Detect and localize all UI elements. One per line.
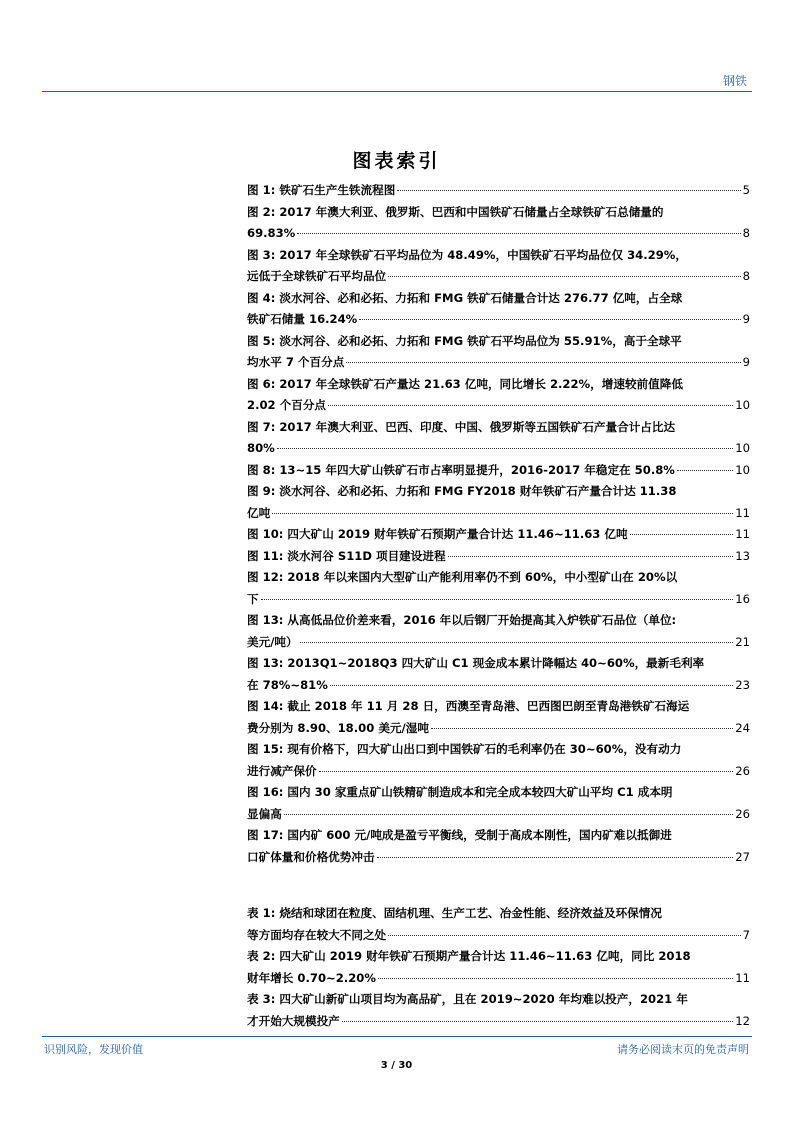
toc-entry[interactable] xyxy=(247,374,750,417)
dot-leader xyxy=(297,233,740,234)
dot-leader xyxy=(319,771,734,772)
dot-leader xyxy=(377,857,734,858)
toc-entry-page-number: 21 xyxy=(735,634,750,649)
toc-entry[interactable] xyxy=(247,567,750,610)
toc-entry-last-line xyxy=(247,1011,750,1033)
toc-entry-last-line xyxy=(247,223,750,245)
header-section-label: 钢铁 xyxy=(722,74,747,88)
toc-entry-text-line: 图 9: 淡水河谷、必和必拓、力拓和 FMG FY2018 财年铁矿石产量合计达 11.38 xyxy=(247,484,677,498)
toc-entry-last-line xyxy=(247,395,750,417)
toc-entry-page-number: 13 xyxy=(735,548,750,563)
toc-entry-text-line: 80% xyxy=(247,441,275,455)
toc-entry-page-number: 11 xyxy=(735,970,750,985)
dot-leader xyxy=(378,978,733,979)
page-title: 图表索引 xyxy=(352,150,441,172)
toc-entry-text-line: 远低于全球铁矿石平均品位 xyxy=(247,269,387,283)
dot-leader xyxy=(431,728,733,729)
toc-entry-text-line: 图 13: 2013Q1~2018Q3 四大矿山 C1 现金成本累计降幅达 40~60%，最新毛利率 xyxy=(247,656,705,670)
toc-entry-text-line: 图 7: 2017 年澳大利亚、巴西、印度、中国、俄罗斯等五国铁矿石产量合计占比达 xyxy=(247,419,676,434)
toc-entry-page-number: 11 xyxy=(735,527,750,541)
toc-entry-text-line: 2.02 个百分点 xyxy=(247,398,327,412)
dot-leader xyxy=(388,276,740,277)
dot-leader xyxy=(346,362,740,363)
toc-entry[interactable] xyxy=(247,481,750,524)
footer-disclaimer-note: 请务必阅读末页的免责声明 xyxy=(617,1043,749,1056)
toc-entry-text-line: 显偏高 xyxy=(247,806,282,821)
dot-leader xyxy=(448,556,734,557)
dot-leader xyxy=(359,319,740,320)
toc-entry-text-line: 图 16: 国内 30 家重点矿山铁精矿制造成本和完全成本较四大矿山平均 C1 成本明 xyxy=(247,785,673,799)
toc-entry-last-line xyxy=(247,266,750,288)
toc-entry-text-line: 图 10: 四大矿山 2019 财年铁矿石预期产量合计达 11.46~11.63 亿吨 xyxy=(247,527,628,541)
toc-entry-text-line: 铁矿石储量 16.24% xyxy=(247,312,358,326)
toc-entry-text-line: 图 11: 淡水河谷 S11D 项目建设进程 xyxy=(247,548,446,563)
toc-entry[interactable] xyxy=(247,202,750,245)
toc-entry-text-line: 亿吨 xyxy=(247,505,271,520)
toc-entry-text-line: 财年增长 0.70~2.20% xyxy=(247,970,376,985)
toc-entry-text-line: 图 2: 2017 年澳大利亚、俄罗斯、巴西和中国铁矿石储量占全球铁矿石总储量的 xyxy=(247,204,664,219)
dot-leader xyxy=(677,470,733,471)
page-number: 3 / 30 xyxy=(380,1060,413,1071)
toc-entry-last-line xyxy=(247,460,750,482)
toc-entry-page-number: 8 xyxy=(742,226,750,240)
toc-entry-last-line xyxy=(247,968,750,990)
toc-entry-text-line: 图 15: 现有价格下，四大矿山出口到中国铁矿石的毛利率仍在 30~60%，没有动力 xyxy=(247,742,682,756)
toc-entry-page-number: 10 xyxy=(735,462,750,477)
toc-entry[interactable] xyxy=(247,180,750,202)
toc-entry-text-line: 费分别为 8.90、18.00 美元/湿吨 xyxy=(247,720,429,735)
toc-entry-text-line: 图 5: 淡水河谷、必和必拓、力拓和 FMG 铁矿石平均品位为 55.91%，高于全球平 xyxy=(247,333,682,348)
header-divider xyxy=(42,91,752,92)
toc-entry-text-line: 下 xyxy=(247,591,259,606)
toc-entry-page-number: 10 xyxy=(735,398,750,412)
toc-entry-last-line xyxy=(247,804,750,826)
toc-entry[interactable] xyxy=(247,288,750,331)
dot-leader xyxy=(300,642,734,643)
toc-entry-last-line xyxy=(247,503,750,525)
toc-entry-last-line xyxy=(247,524,750,546)
toc-entry-page-number: 24 xyxy=(735,720,750,735)
toc-entry[interactable] xyxy=(247,460,750,482)
toc-entry-page-number: 7 xyxy=(742,927,750,942)
toc-entry-text-line: 图 13: 从高低品位价差来看，2016 年以后钢厂开始提高其入炉铁矿石品位（单位: xyxy=(247,613,677,627)
dot-leader xyxy=(388,935,740,936)
toc-entry[interactable] xyxy=(247,989,750,1032)
toc-entry[interactable] xyxy=(247,610,750,653)
toc-entry-text-line: 在 78%~81% xyxy=(247,677,328,692)
toc-entry-text-line: 69.83% xyxy=(247,226,296,240)
toc-entry-text-line: 表 3: 四大矿山新矿山项目均为高品矿，且在 2019~2020 年均难以投产，2021 年 xyxy=(247,992,688,1006)
toc-entry-text-line: 口矿体量和价格优势冲击 xyxy=(247,849,375,864)
toc-entry-page-number: 16 xyxy=(735,591,750,606)
toc-entry-last-line xyxy=(247,438,750,460)
toc-entry-page-number: 27 xyxy=(735,849,750,864)
toc-entry-last-line xyxy=(247,180,750,202)
toc-entry-text-line: 图 12: 2018 年以来国内大型矿山产能利用率仍不到 60%，中小型矿山在 20%以 xyxy=(247,570,678,584)
toc-entry-page-number: 9 xyxy=(742,355,750,369)
toc-entry-text-line: 等方面均存在较大不同之处 xyxy=(247,927,387,942)
toc-entry-text-line: 表 2: 四大矿山 2019 财年铁矿石预期产量合计达 11.46~11.63 亿吨，同比 2018 xyxy=(247,949,691,963)
toc-entry-text-line: 图 8: 13~15 年四大矿山铁矿石市占率明显提升，2016-2017 年稳定在 50.8% xyxy=(247,462,675,477)
toc-entry-page-number: 8 xyxy=(742,269,750,283)
footer-slogan: 识别风险，发现价值 xyxy=(44,1043,143,1056)
toc-entry-page-number: 26 xyxy=(735,763,750,778)
dot-leader xyxy=(272,513,733,514)
toc-entry-text-line: 图 4: 淡水河谷、必和必拓、力拓和 FMG 铁矿石储量合计达 276.77 亿吨，占全球 xyxy=(247,290,683,305)
dot-leader xyxy=(284,814,733,815)
toc-entry[interactable] xyxy=(247,696,750,739)
toc-entry-text-line: 图 1: 铁矿石生产生铁流程图 xyxy=(247,183,396,197)
toc-entry-last-line xyxy=(247,589,750,611)
toc-entry-last-line xyxy=(247,309,750,331)
toc-entry-page-number: 9 xyxy=(742,312,750,326)
dot-leader xyxy=(330,685,733,686)
toc-entry-last-line xyxy=(247,718,750,740)
dot-leader xyxy=(328,405,733,406)
toc-entry-last-line xyxy=(247,847,750,869)
toc-entry-text-line: 图 17: 国内矿 600 元/吨成是盈亏平衡线，受制于高成本刚性，国内矿难以抵御进 xyxy=(247,828,672,842)
toc-entry[interactable] xyxy=(247,245,750,288)
dot-leader xyxy=(342,1021,733,1022)
toc-entry[interactable] xyxy=(247,524,750,546)
toc-entry-text-line: 进行减产保价 xyxy=(247,763,317,778)
toc-entry-text-line: 图 6: 2017 年全球铁矿石产量达 21.63 亿吨，同比增长 2.22%，增速较前值降低 xyxy=(247,376,683,391)
toc-entry-text-line: 表 1: 烧结和球团在粒度、固结机理、生产工艺、冶金性能、经济效益及环保情况 xyxy=(247,906,662,920)
toc-entry-page-number: 10 xyxy=(735,441,750,455)
toc-entry-page-number: 11 xyxy=(735,505,750,520)
toc-entry[interactable] xyxy=(247,946,750,989)
dot-leader xyxy=(397,190,740,191)
toc-entry[interactable] xyxy=(247,417,750,460)
toc-entry-page-number: 23 xyxy=(735,677,750,692)
toc-entry-page-number: 26 xyxy=(735,806,750,821)
toc-entry-last-line xyxy=(247,675,750,697)
toc-entry[interactable] xyxy=(247,653,750,696)
toc-entry-text-line: 图 14: 截止 2018 年 11 月 28 日，西澳至青岛港、巴西图巴朗至青岛港铁矿石海运 xyxy=(247,699,690,713)
table-index-list xyxy=(247,903,750,1032)
toc-entry-last-line xyxy=(247,761,750,783)
toc-entry-last-line xyxy=(247,632,750,654)
toc-entry-text-line: 才开始大规模投产 xyxy=(247,1013,340,1028)
toc-entry-text-line: 美元/吨） xyxy=(247,634,298,649)
toc-entry[interactable] xyxy=(247,903,750,946)
dot-leader xyxy=(630,534,734,535)
toc-entry[interactable] xyxy=(247,546,750,568)
toc-entry-page-number: 5 xyxy=(742,183,750,197)
toc-entry[interactable] xyxy=(247,825,750,868)
toc-entry[interactable] xyxy=(247,331,750,374)
dot-leader xyxy=(277,448,733,449)
toc-entry[interactable] xyxy=(247,739,750,782)
toc-entry[interactable] xyxy=(247,782,750,825)
toc-entry-text-line: 图 3: 2017 年全球铁矿石平均品位为 48.49%，中国铁矿石平均品位仅 34.29%， xyxy=(247,247,687,262)
toc-entry-last-line xyxy=(247,352,750,374)
toc-entry-last-line xyxy=(247,925,750,947)
dot-leader xyxy=(261,599,734,600)
toc-entry-text-line: 均水平 7 个百分点 xyxy=(247,355,345,369)
figure-index-list xyxy=(247,180,750,868)
toc-entry-last-line xyxy=(247,546,750,568)
toc-entry-page-number: 12 xyxy=(735,1013,750,1028)
footer-divider xyxy=(42,1036,752,1037)
